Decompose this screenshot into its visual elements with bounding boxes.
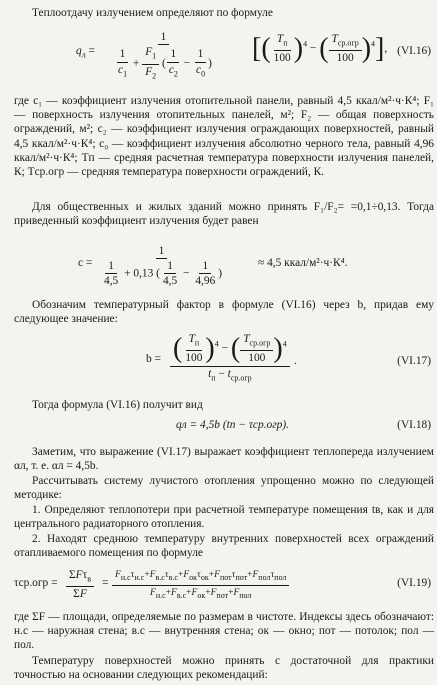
equation-c-result: ≈ 4,5 ккал/м²·ч·К⁴. — [258, 257, 348, 269]
formula-becomes-paragraph: Тогда формула (VI.16) получит вид — [32, 399, 203, 411]
step-1-paragraph: 1. Определяют теплопотери при расчетной температуре помещения tв, как и для центрального радиаторного отопления. — [14, 504, 434, 531]
equation-vi16-label: (VI.16) — [397, 45, 431, 57]
definitions-paragraph: где c₁ — коэффициент излучения отопительной панели, равный 4,5 ккал/м²·ч·К⁴; F₁ — поверхность излучения отопительных панелей, м²; F₂ — общая поверхность ограждений, м²; c₂ — коэффициент излучения ограждающих поверхностей, равный 4,5 ккал/м²·ч·К⁴; c₀ — коэффициент излучения абсолютно черного тела, равный 4,96 ккал/м²·ч·К⁴; Tп — средняя расчетная температура поверхности излучения панелей, К; Tср.огр — средняя температура поверхности ограждений, К. — [14, 95, 434, 179]
equation-vi17: b = ( $\frac{T_п}{100}$ )$^4$ − ( $\frac{T_{ср.огр}}{100}$ )$^4$ $t_п - t_{ср.огр}$ . (VI.17) — [146, 332, 431, 382]
intro-paragraph: Теплоотдачу излучением определяют по формуле — [32, 7, 273, 19]
surface-temperature-paragraph: Температуру поверхностей можно принять с достаточной для практики точностью на основании следующих рекомендаций: — [14, 655, 434, 682]
equation-vi16: $q_л$ = 1 $\frac{1}{c_1}$ + $\frac{F_1}{F_2}$ ( $\frac{1}{c_2}$ − $\frac{1}{c_0}$ ) [( $\frac{T_п}{100}$ )$^4$ − ( $\frac{T_{ср.огр}}{100}$ )$^4$], (VI.16) — [0, 26, 437, 88]
equation-vi19-label: (VI.19) — [397, 577, 431, 589]
equation-vi18-label: (VI.18) — [397, 419, 431, 431]
equation-vi19: τср.огр = ΣFτ$_в$ ΣF = $F_{н.с}\tau_{н.с}+F_{в.с}\tau_{в.с}+F_{ок}\tau_{ок}+F_{пот}\tau_{пот}+F_{пол}\tau_{пол}$ $F_{н.с}+F_{в.с}+F_{ок}+F_{пот}+F_{пол}$ (VI.19) — [14, 569, 431, 601]
equation-vi18: qл = 4,5b (tп − τср.огр). (VI.18) — [176, 419, 431, 431]
buildings-paragraph: Для общественных и жилых зданий можно принять F₁/F₂= =0,1÷0,13. Тогда приведенный коэффициент излучения будет равен — [14, 201, 434, 228]
note-paragraph: Заметим, что выражение (VI.17) выражает коэффициент теплопереда излучением αл, т. е. αл = 4,5b. — [14, 446, 434, 473]
step-2-paragraph: 2. Находят среднюю температуру внутренних поверхностей всех ограждений отапливаемого помещения по формуле — [14, 533, 434, 560]
factor-paragraph: Обозначим температурный фактор в формуле (VI.16) через b, придав ему следующее значение: — [14, 299, 434, 326]
indices-paragraph: где ΣF — площади, определяемые по размерам в чистоте. Индексы здесь обозначают: н.с — наружная стена; в.с — внутренняя стена; ок — окно; пот — потолок; пол — пол. — [14, 611, 434, 652]
method-paragraph: Рассчитывать систему лучистого отопления упрощенно можно по следующей методике: — [14, 475, 434, 502]
equation-reduced-coefficient: c = 1 $\frac{1}{4,5}$ + 0,13 ( $\frac{1}{4,5}$ − $\frac{1}{4,96}$ ) ≈ 4,5 ккал/м²·ч·К⁴. — [78, 245, 348, 288]
equation-vi17-label: (VI.17) — [397, 355, 431, 367]
equation-vi16-fraction: 1 $\frac{1}{c_1}$ + $\frac{F_1}{F_2}$ ( $\frac{1}{c_2}$ − $\frac{1}{c_0}$ ) — [118, 31, 212, 80]
